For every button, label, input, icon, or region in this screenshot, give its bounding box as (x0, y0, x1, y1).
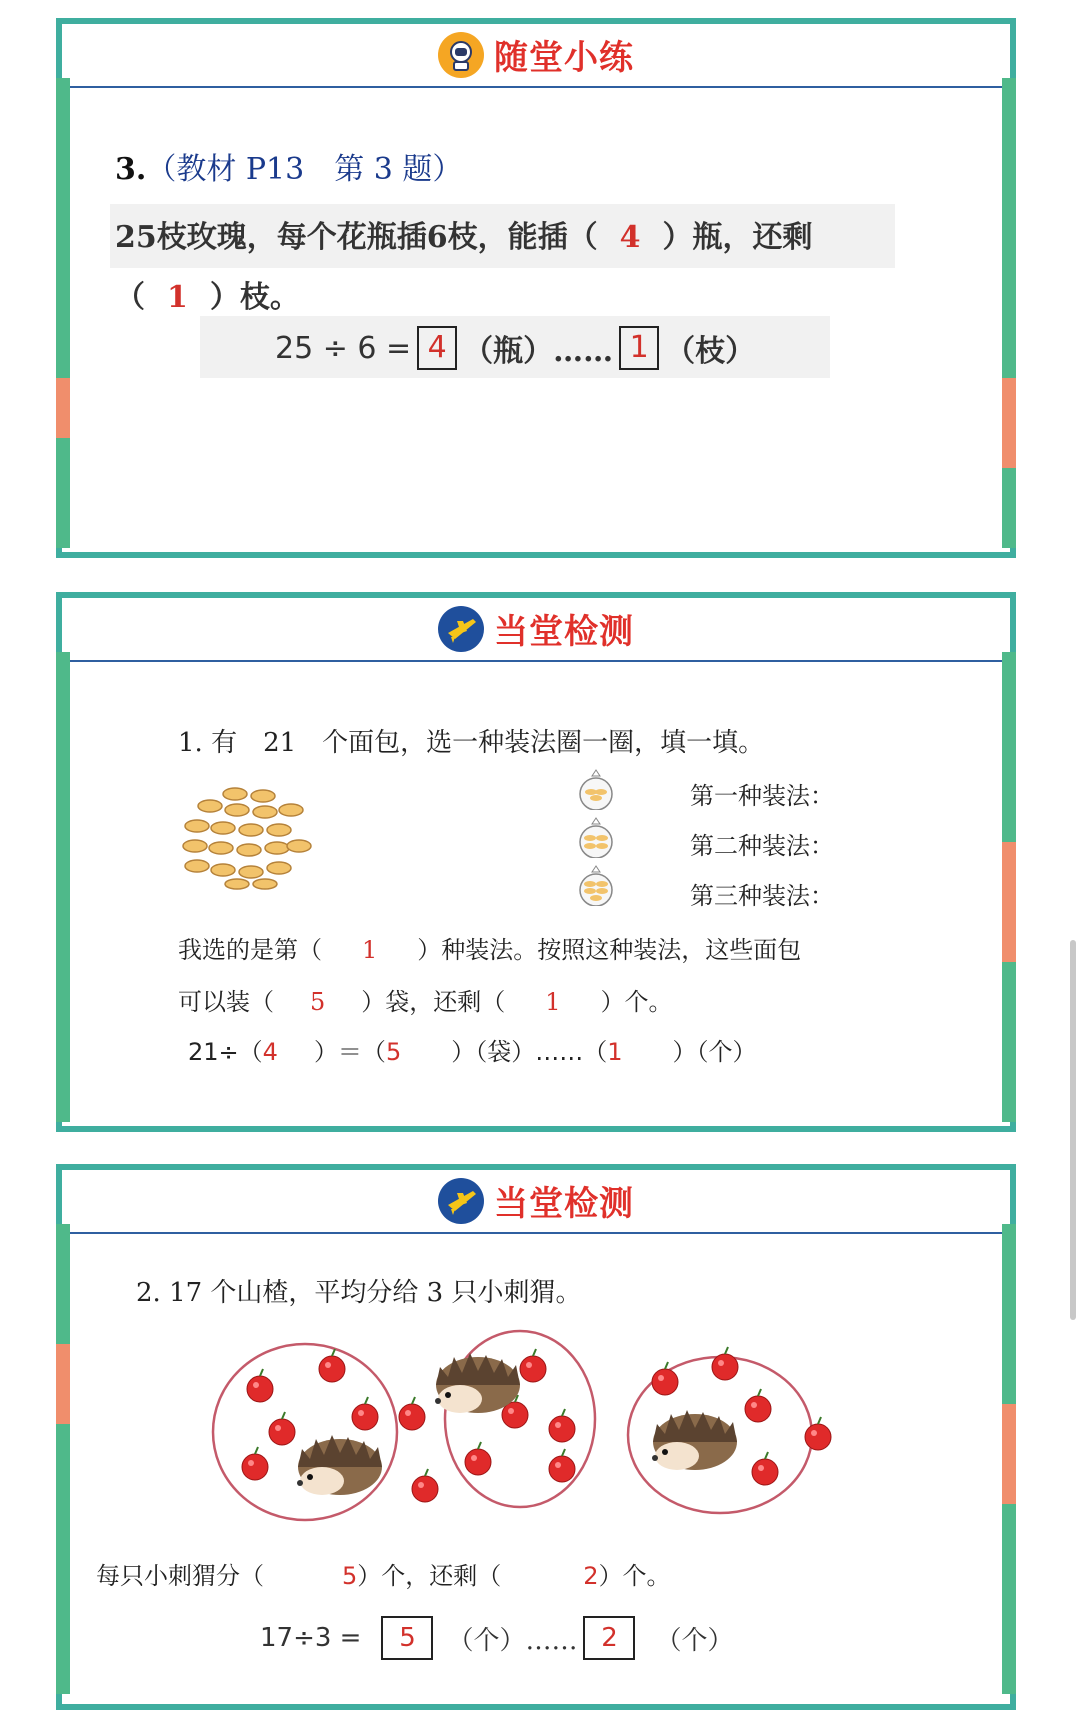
q-text: （ (115, 280, 145, 315)
panel-check-2 (56, 1164, 1016, 1710)
leaf-decoration-right (1002, 1224, 1016, 1694)
q-text: ）瓶，还剩 (662, 220, 813, 255)
question-line-1 (115, 212, 813, 256)
equation-line (188, 1032, 757, 1067)
hawthorn-fruit (412, 1469, 438, 1502)
hawthorn-fruit (465, 1442, 491, 1475)
answer-left: 2 (583, 1562, 599, 1590)
answer-bags: 5 (310, 988, 326, 1016)
bread-pile (175, 780, 315, 890)
bread-bag (575, 768, 617, 810)
answer-remainder: 1 (167, 280, 188, 315)
airplane-icon (438, 1178, 484, 1224)
q-text: ）袋，还剩（ (361, 988, 506, 1016)
hawthorn-fruit (242, 1447, 268, 1480)
hawthorn-fruit (520, 1349, 546, 1382)
question-number: 3. (115, 152, 147, 187)
equation-unit: （个） (655, 1625, 734, 1656)
hedgehog (297, 1435, 382, 1495)
hawthorn-fruit (269, 1412, 295, 1445)
hawthorn-fruit (752, 1452, 778, 1485)
selection-line (178, 930, 801, 965)
panel-practice (56, 18, 1016, 558)
equation-unit-bottle: （瓶）…… (463, 334, 614, 369)
q-text: 我选的是第（ (178, 936, 322, 964)
question-text: 2. 17 个山楂，平均分给 3 只小刺猬。 (136, 1278, 582, 1308)
q-text: ）枝。 (209, 280, 300, 315)
answer-box-remainder: 1 (619, 326, 659, 370)
panel-content (70, 600, 1002, 1116)
division-equation (260, 1616, 734, 1660)
panel-title: 随堂小练 (494, 38, 634, 78)
answer-each: 5 (342, 1562, 358, 1590)
result-line (178, 982, 673, 1017)
hawthorn-fruit (745, 1389, 771, 1422)
hawthorn-fruit (805, 1417, 831, 1450)
hedgehog (652, 1410, 737, 1470)
hawthorn-fruit (352, 1397, 378, 1430)
leaf-decoration-right (1002, 652, 1016, 1122)
question-source: （教材 P13 第 3 题） (146, 152, 463, 187)
airplane-icon (438, 606, 484, 652)
answer-remainder: 1 (607, 1038, 623, 1066)
panel-title: 当堂检测 (494, 1184, 634, 1224)
q-text: 可以装（ (178, 988, 274, 1016)
hawthorn-fruit (319, 1349, 345, 1382)
equation-left: 25 ÷ 6 = (275, 330, 412, 366)
panel-content (70, 1172, 1002, 1694)
hawthorn-illustration (210, 1327, 860, 1537)
leaf-decoration-left (56, 652, 70, 1122)
answer-divisor: 4 (262, 1038, 278, 1066)
method-label-1: 第一种装法： (690, 782, 834, 810)
answer-method: 1 (362, 936, 378, 964)
leaf-decoration-right (1002, 78, 1016, 548)
answer-box-quotient: 4 (417, 326, 457, 370)
q-text: ）个。 (600, 988, 673, 1016)
answer-quotient: 5 (385, 1038, 402, 1066)
hedgehog (435, 1353, 520, 1413)
q-text: ）个，还剩（ (357, 1562, 502, 1590)
leaf-decoration-left (56, 1224, 70, 1694)
division-equation (275, 326, 755, 370)
q-text: 每只小刺猬分（ (96, 1562, 264, 1590)
astronaut-icon (438, 32, 484, 78)
answer-bottles: 4 (619, 220, 641, 255)
question-line-2 (115, 272, 300, 316)
q-text: ）（袋）……（ (451, 1038, 608, 1066)
method-label-2: 第二种装法： (690, 832, 834, 860)
panel-content (70, 26, 1002, 542)
equation-unit-stem: （枝） (665, 334, 756, 369)
group-circle (213, 1344, 397, 1520)
panel-titlebar (70, 1172, 1002, 1234)
leaf-decoration-left (56, 78, 70, 548)
answer-left: 1 (545, 988, 561, 1016)
q-text: ）＝（ (313, 1038, 386, 1066)
question-text: 1. 有 21 个面包，选一种装法圈一圈，填一填。 (178, 728, 765, 758)
hawthorn-fruit (247, 1369, 273, 1402)
bread-bag (575, 816, 617, 858)
answer-line (96, 1556, 671, 1591)
bread-bag (575, 864, 617, 906)
equation-left: 17÷3 = (260, 1623, 362, 1653)
method-label-3: 第三种装法： (690, 882, 834, 910)
q-text: ）（个） (672, 1038, 757, 1066)
panel-titlebar (70, 26, 1002, 88)
panel-title: 当堂检测 (494, 612, 634, 652)
q-text: 21÷（ (188, 1038, 263, 1066)
question-ref (115, 144, 462, 188)
hawthorn-fruit (549, 1409, 575, 1442)
panel-check-1 (56, 592, 1016, 1132)
answer-box-quotient: 5 (381, 1616, 433, 1660)
hawthorn-hedgehog (399, 1397, 425, 1430)
scrollbar[interactable] (1070, 940, 1076, 1320)
q-text: 25枝玫瑰，每个花瓶插6枝，能插（ (115, 220, 598, 255)
q-text: ）个。 (598, 1562, 671, 1590)
equation-unit: （个）…… (447, 1625, 578, 1656)
q-text: ）种装法。按照这种装法，这些面包 (417, 936, 802, 964)
hawthorn-fruit (712, 1347, 738, 1380)
hawthorn-fruit (549, 1449, 575, 1482)
panel-titlebar (70, 600, 1002, 662)
answer-box-remainder: 2 (583, 1616, 635, 1660)
